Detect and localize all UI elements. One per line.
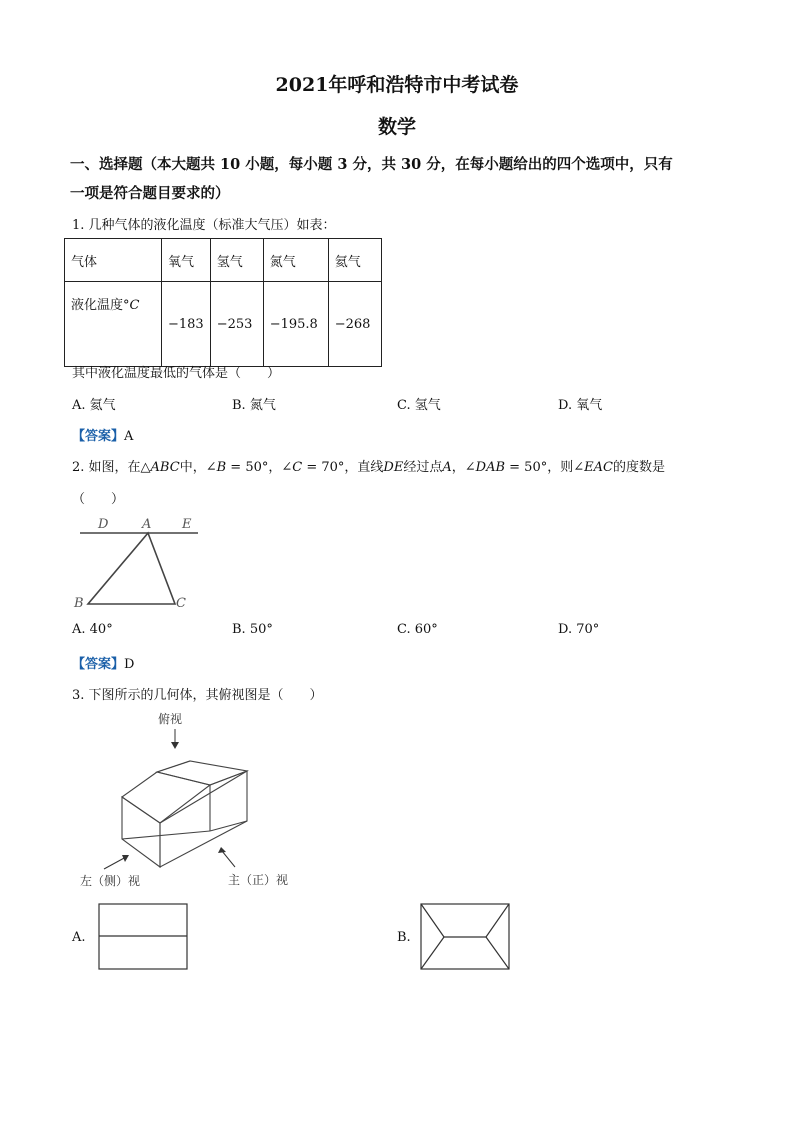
front-arrowhead-icon [218,847,226,853]
row-unit: C [129,298,140,313]
answer-tag: 【答案】 [72,657,125,672]
q2-option-c[interactable]: C. 60° [397,622,438,637]
section-heading-line1: 一、选择题（本大题共 10 小题，每小题 3 分，共 30 分，在每小题给出的四个选项中，只有 [70,156,673,173]
q2-text: ，∠ [451,460,476,475]
section-heading [70,150,730,208]
q3-option-b-label[interactable]: B. [397,930,411,945]
q1-option-a[interactable]: A. 氦气 [72,398,116,413]
q2-option-a[interactable]: A. 40° [72,622,113,637]
table-header-cell: 氢气 [210,239,263,282]
q2-answer [72,653,134,672]
q2-stem [72,456,732,475]
q2-paren: （ ） [72,492,125,507]
table-row-label [65,282,162,367]
q1-option-d[interactable]: D. 氧气 [558,398,603,413]
left-arrow-icon [104,857,126,869]
q2-text: 的度数是 [612,460,665,475]
solid-figure [60,705,320,895]
q3-option-a-figure[interactable] [98,903,190,973]
row-label-text: 液化温度° [71,298,130,313]
front-arrow-icon [222,851,235,867]
table-cell: −183 [162,282,211,367]
q2-text: = 50°，∠ [226,460,293,475]
math-var: EAC [584,460,613,475]
answer-value: D [124,657,135,672]
table-header-cell: 氦气 [328,239,381,282]
gas-table [64,238,382,367]
math-var: DE [383,460,404,475]
q1-answer [72,425,133,444]
label-top-view: 俯视 [158,712,183,726]
label-c: C [176,596,186,611]
q3-option-b-figure[interactable] [420,903,512,973]
q2-text: 2. 如图，在 [72,460,141,475]
label-d: D [98,517,109,532]
triangle-abc [88,533,175,604]
math-var: ABC [150,460,180,475]
math-var: DAB [475,460,506,475]
table-cell: −253 [210,282,263,367]
q1-option-c[interactable]: C. 氢气 [397,398,441,413]
table-header-cell: 氮气 [263,239,328,282]
table-header-cell: 气体 [65,239,162,282]
triangle-symbol: △ [140,460,151,475]
table-cell: −195.8 [263,282,328,367]
exam-title: 2021年呼和浩特市中考试卷 [275,74,519,96]
solid-body [122,761,247,867]
subject-title: 数学 [377,116,416,138]
label-a: A [142,517,152,532]
answer-tag: 【答案】 [72,429,125,444]
q2-text: 中，∠ [179,460,217,475]
table-row [65,282,382,367]
label-b: B [74,596,84,611]
q2-text: = 50°，则∠ [505,460,585,475]
section-heading-line2: 一项是符合题目要求的） [70,185,230,202]
q3-option-a-label[interactable]: A. [72,930,86,945]
triangle-figure [70,512,210,612]
math-var: C [292,460,303,475]
table-header-cell: 氧气 [162,239,211,282]
answer-value: A [124,429,134,444]
q2-option-d[interactable]: D. 70° [558,622,600,637]
math-var: A [442,460,452,475]
q2-text: 经过点 [403,460,443,475]
label-e: E [182,517,192,532]
q2-option-b[interactable]: B. 50° [232,622,273,637]
math-var: B [216,460,227,475]
q1-stem: 1. 几种气体的液化温度（标准大气压）如表： [72,218,336,233]
table-cell: −268 [328,282,381,367]
q1-question: 其中液化温度最低的气体是（ ） [72,366,281,381]
label-left-view: 左（侧）视 [80,874,141,888]
q3-stem: 3. 下图所示的几何体，其俯视图是（ ） [72,688,323,703]
q2-text: = 70°，直线 [302,460,384,475]
q1-option-b[interactable]: B. 氮气 [232,398,276,413]
table-header-row [65,239,382,282]
top-arrowhead-icon [171,742,179,749]
label-front-view: 主（正）视 [228,873,289,887]
